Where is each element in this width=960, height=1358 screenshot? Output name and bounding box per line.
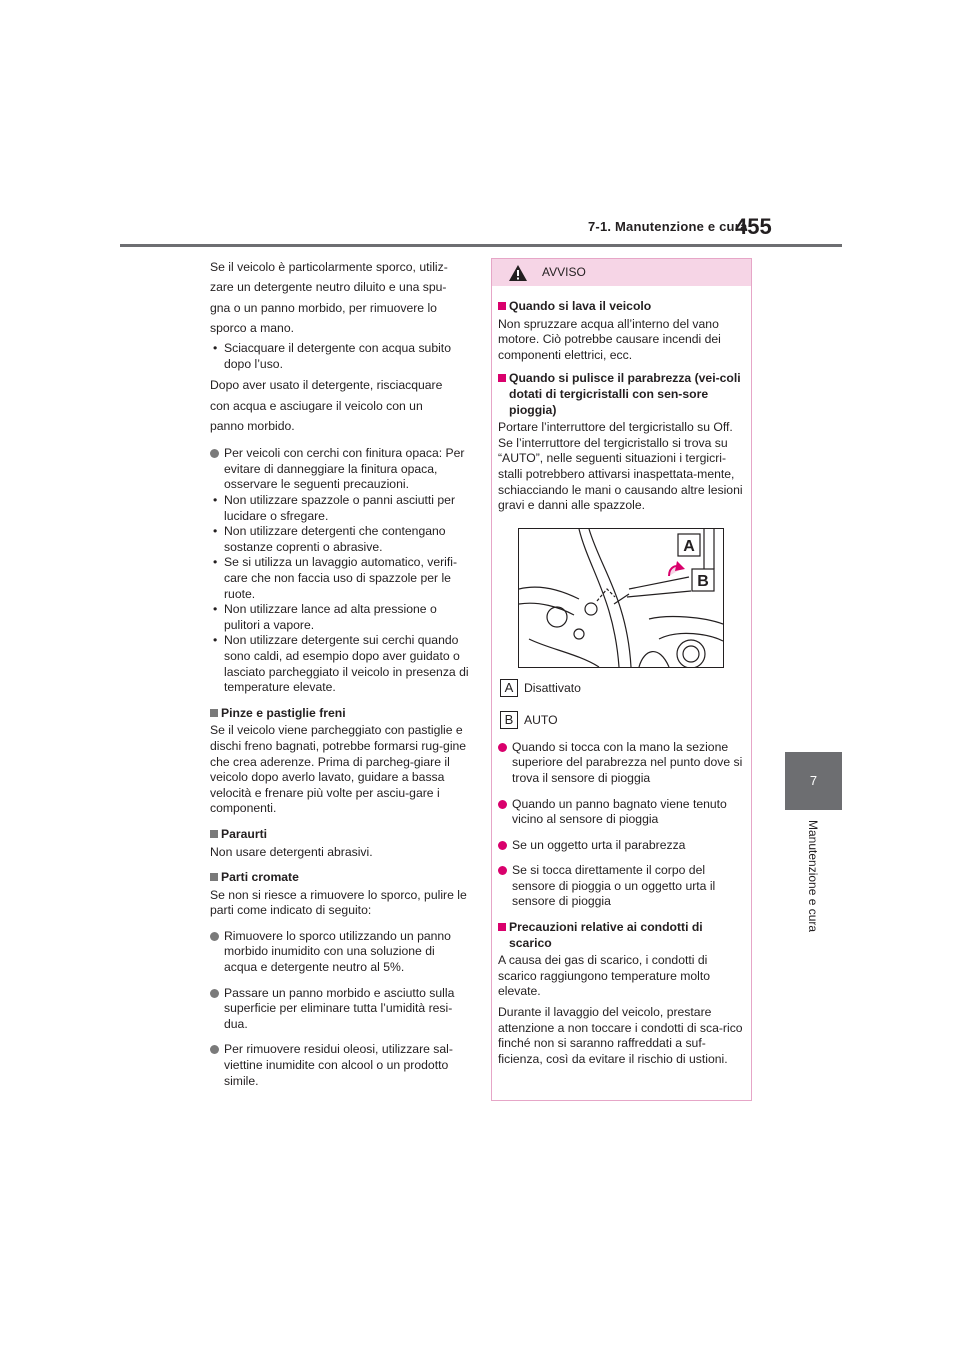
legend-b [498, 710, 745, 732]
warning-box [491, 258, 752, 1101]
chrome-item-text: Rimuovere lo sporco utilizzando un panno morbido inumidito con una soluzione di acqua e detergente neutro al 5%. [224, 928, 451, 975]
intro-line: sporco a mano. [210, 320, 295, 335]
windshield-heading [498, 371, 745, 418]
figure-label-b: B [697, 572, 709, 590]
brakes-title: Pinze e pastiglie freni [221, 705, 346, 720]
after-line: Dopo aver usato il detergente, risciacquare [210, 378, 443, 393]
washing-heading [498, 299, 745, 315]
chrome-text: Se non si riesce a rimuovere lo sporco, pulire le parti come indicato di seguito: [210, 887, 467, 918]
warning-triangle-icon [508, 264, 528, 282]
legend-a-text: Disattivato [524, 680, 581, 695]
rain-item-text: Quando si tocca con la mano la sezione superiore del parabrezza nel punto dove si trova il sensore di pioggia [512, 739, 743, 785]
windshield-text: Portare l’interruttore del tergicristallo su Off. [498, 420, 733, 435]
washing-title: Quando si lava il veicolo [509, 299, 652, 313]
chrome-heading [210, 870, 470, 886]
opaque-bullet: • Non utilizzare detergenti che contengano sostanze coprenti o abrasive. [210, 524, 470, 555]
legend-b-text: AUTO [524, 712, 558, 727]
bumpers-title: Paraurti [221, 826, 268, 841]
opaque-bullet: • Non utilizzare spazzole o panni asciutti per lucidare o sfregare. [210, 493, 470, 524]
chrome-item-text: Per rimuovere residui oleosi, utilizzare sal-viettine inumidite con alcool o un prodotto simile. [224, 1042, 453, 1088]
brakes-text: Se il veicolo viene parcheggiato con pastiglie e dischi freno bagnati, potrebbe formarsi rug-gine che crea aderenze. Prima di parcheg-giare il veicolo dopo averlo lavato, guidare a bassa velocità e frenare più volte per asciu-gare i componenti. [210, 723, 467, 816]
square-bullet-icon [210, 873, 218, 881]
windshield-title: Quando si pulisce il parabrezza (vei-coli dotati di tergicristalli con sen-sore pioggia) [509, 371, 741, 417]
list-item [498, 740, 745, 787]
washing-text: Non spruzzare acqua all’interno del vano motore. Ciò potrebbe causare incendi dei componenti elettrici, ecc. [498, 316, 721, 362]
page-number: 455 [735, 214, 772, 239]
square-bullet-icon [210, 830, 218, 838]
intro-line: Se il veicolo è particolarmente sporco, utiliz- [210, 260, 448, 274]
exhaust-title: Precauzioni relative ai condotti di scarico [509, 920, 703, 950]
intro-line: zare un detergente neutro diluito e una spu- [210, 280, 447, 295]
rain-item-text: Se si tocca direttamente il corpo del sensore di pioggia o un oggetto urta il sensore di pioggia [512, 863, 716, 909]
after-line: con acqua e asciugare il veicolo con un [210, 398, 423, 413]
list-item [210, 1042, 470, 1089]
bullet-dot-icon [210, 932, 219, 941]
after-line: panno morbido. [210, 418, 295, 433]
windshield-text: Se l’interruttore del tergicristallo si trova su “AUTO”, nelle seguenti situazioni i tergicri-stalli potrebbero attivarsi inaspettata-mente, schiacciando le mani o causando altre lesioni gravi e danni alle spazzole. [498, 435, 743, 513]
warning-body [492, 286, 751, 1067]
opaque-bullet: • Non utilizzare detergente sui cerchi quando sono caldi, ad esempio dopo aver guidato o lasciato parcheggiato il veicolo in presenza di temperature elevate. [210, 633, 470, 695]
figure-label-a: A [683, 537, 695, 555]
list-item [210, 929, 470, 976]
brakes-heading [210, 706, 470, 722]
intro-line: gna o un panno morbido, per rimuovere lo [210, 300, 437, 315]
bullet-dot-icon [498, 866, 507, 875]
header-rule [120, 244, 842, 247]
legend-b-box: B [500, 711, 518, 729]
rain-item-text: Quando un panno bagnato viene tenuto vicino al sensore di pioggia [512, 796, 727, 827]
opaque-bullet: • Non utilizzare lance ad alta pressione o pulitori a vapore. [210, 602, 470, 633]
wiper-lever-illustration [518, 528, 724, 668]
left-column [210, 257, 470, 1089]
bumpers-heading [210, 827, 470, 843]
chapter-label: Manutenzione e cura [806, 820, 820, 933]
exhaust-text: A causa dei gas di scarico, i condotti di scarico raggiungono temperature molto elevate. [498, 953, 711, 999]
bullet-dot-icon [210, 1045, 219, 1054]
bullet-dot-icon [210, 989, 219, 998]
section-title: 7-1. Manutenzione e cura [588, 219, 748, 234]
list-item [498, 863, 745, 910]
list-item [498, 797, 745, 828]
square-bullet-icon [210, 709, 218, 717]
list-item [210, 446, 470, 493]
list-item [498, 838, 745, 854]
warning-title: AVVISO [542, 265, 586, 279]
bullet-dot-icon [498, 743, 507, 752]
intro-bullet: • Sciacquare il detergente con acqua subito dopo l’uso. [210, 341, 470, 372]
bullet-dot-icon [498, 800, 507, 809]
bumpers-text: Non usare detergenti abrasivi. [210, 844, 373, 859]
rain-item-text: Se un oggetto urta il parabrezza [512, 837, 686, 852]
legend-a [498, 678, 745, 700]
list-item [210, 986, 470, 1033]
square-bullet-icon [498, 374, 506, 382]
bullet-dot-icon [498, 841, 507, 850]
chapter-tab[interactable]: 7 [785, 752, 842, 810]
chrome-item-text: Passare un panno morbido e asciutto sulla superficie per eliminare tutta l’umidità resi-dua. [224, 985, 455, 1031]
bullet-dot-icon [210, 449, 219, 458]
opaque-item-text: Per veicoli con cerchi con finitura opaca: Per evitare di danneggiare la finitura opaca, osservare le seguenti precauzioni. [224, 446, 465, 492]
steering-wheel-icon [519, 529, 723, 667]
warning-header [492, 259, 751, 286]
exhaust-heading [498, 920, 745, 951]
chrome-title: Parti cromate [221, 870, 299, 885]
square-bullet-icon [498, 923, 506, 931]
opaque-bullet: • Se si utilizza un lavaggio automatico, verifi-care che non faccia uso di spazzole per le ruote. [210, 555, 470, 602]
legend-a-box: A [500, 679, 518, 697]
square-bullet-icon [498, 302, 506, 310]
exhaust-text: Durante il lavaggio del veicolo, prestare attenzione a non toccare i condotti di sca-rico finché non si saranno raffreddati a suf-ficienza, così da evitare il rischio di ustioni. [498, 1005, 743, 1066]
